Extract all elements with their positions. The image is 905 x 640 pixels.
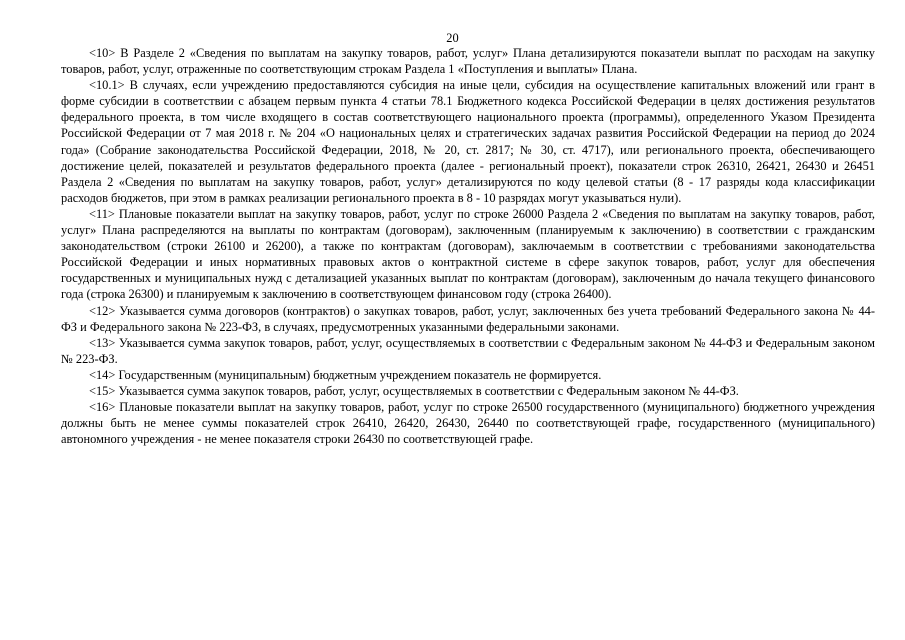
footnote-16: <16> Плановые показатели выплат на закупку товаров, работ, услуг по строке 26500 государственного (муниципального) бюджетного учреждения должны быть не менее суммы показателей строк 26410, 26420, 26430, 26440 по соответствующей графе, государственного (муниципального) автономного учреждения - не менее показателя строки 26430 по соответствующей графе. — [61, 400, 875, 447]
footnotes-body — [61, 45, 875, 447]
footnote-12: <12> Указывается сумма договоров (контрактов) о закупках товаров, работ, услуг, заключенных без учета требований Федерального закона № 44-ФЗ и Федерального закона № 223-ФЗ, в случаях, предусмотренных указанными федеральными законами. — [61, 303, 875, 334]
page-number: 20 — [446, 31, 459, 45]
footnote-15: <15> Указывается сумма закупок товаров, работ, услуг, осуществляемых в соответствии с Федеральным законом № 44-ФЗ. — [89, 383, 739, 398]
footnote-11: <11> Плановые показатели выплат на закупку товаров, работ, услуг по строке 26000 Раздела 2 «Сведения по выплатам на закупку товаров, работ, услуг» Плана распределяются на выплаты по контрактам (договорам), заключенным (планируемым к заключению) в соответствии с гражданским законодательством (строки 26100 и 26200), а также по контрактам (договорам), заключаемым в соответствии с требованиями законодательства Российской Федерации и иных нормативных правовых актов о контрактной системе в сфере закупок товаров, работ, услуг для обеспечения государственных и муниципальных нужд с детализацией указанных выплат по контрактам (договорам), заключенным до начала текущего финансового года (строка 26300) и планируемым к заключению в соответствующем финансовом году (строка 26400). — [61, 206, 875, 302]
footnote-13: <13> Указывается сумма закупок товаров, работ, услуг, осуществляемых в соответствии с Федеральным законом № 44-ФЗ и Федеральным законом № 223-ФЗ. — [61, 335, 875, 366]
footnote-14: <14> Государственным (муниципальным) бюджетным учреждением показатель не формируется. — [89, 367, 602, 382]
footnote-10-1: <10.1> В случаях, если учреждению предоставляются субсидия на иные цели, субсидия на осуществление капитальных вложений или грант в форме субсидии в соответствии с абзацем первым пункта 4 статьи 78.1 Бюджетного кодекса Российской Федерации в целях достижения результатов федерального проекта, в том числе входящего в состав соответствующего национального проекта (программы), определенного Указом Президента Российской Федерации от 7 мая 2018 г. № 204 «О национальных целях и стратегических задачах развития Российской Федерации на период до 2024 года» (Собрание законодательства Российской Федерации, 2018, № 20, ст. 2817; № 30, ст. 4717), или регионального проекта, обеспечивающего достижение целей, показателей и результатов федерального проекта (далее - региональный проект), показатели строк 26310, 26421, 26430 и 26451 Раздела 2 «Сведения по выплатам на закупку товаров, работ, услуг» детализируются по коду целевой статьи (8 - 17 разряды кода классификации расходов бюджетов, при этом в рамках реализации регионального проекта в 8 - 10 разрядах могут указываться нули). — [61, 78, 875, 205]
footnote-10: <10> В Разделе 2 «Сведения по выплатам на закупку товаров, работ, услуг» Плана детализируются показатели выплат по расходам на закупку товаров, работ, услуг, отраженные по соответствующим строкам Раздела 1 «Поступления и выплаты» Плана. — [61, 46, 875, 77]
